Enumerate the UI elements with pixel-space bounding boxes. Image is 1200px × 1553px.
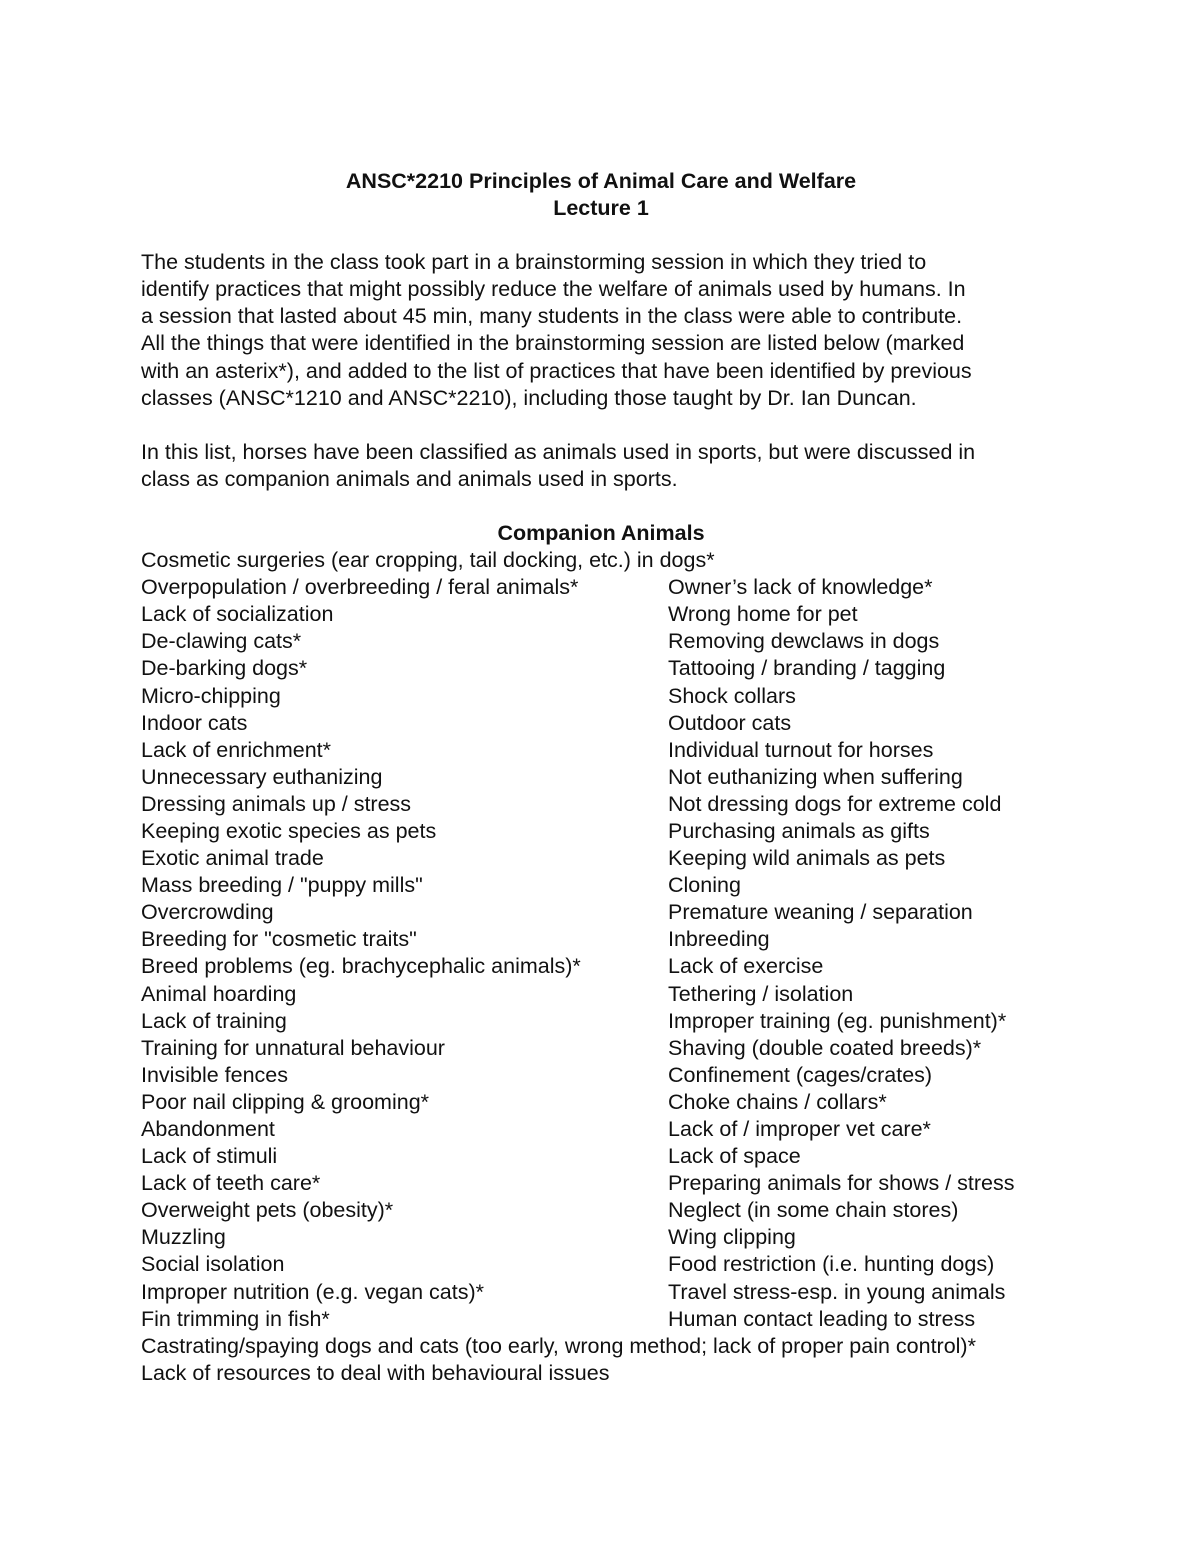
- practice-right: Purchasing animals as gifts: [668, 818, 930, 843]
- section-heading-companion-animals: Companion Animals: [497, 520, 705, 545]
- paragraph-line: classes (ANSC*1210 and ANSC*2210), including those taught by Dr. Ian Duncan.: [141, 385, 917, 410]
- practice-right: Neglect (in some chain stores): [668, 1198, 959, 1223]
- practice-left: Lack of teeth care*: [141, 1171, 321, 1196]
- practice-left: Breeding for "cosmetic traits": [141, 927, 417, 952]
- practice-row: [141, 1197, 1061, 1224]
- practice-right: Improper training (eg. punishment)*: [668, 1008, 1007, 1033]
- practice-left: Overpopulation / overbreeding / feral animals*: [141, 575, 579, 600]
- paragraph-line: identify practices that might possibly reduce the welfare of animals used by humans. In: [141, 277, 966, 302]
- practice-right: Shaving (double coated breeds)*: [668, 1035, 982, 1060]
- practice-left: Lack of stimuli: [141, 1144, 278, 1169]
- practice-left: Lack of enrichment*: [141, 737, 332, 762]
- practice-left: Breed problems (eg. brachycephalic animals)*: [141, 954, 581, 979]
- practice-row: [141, 1279, 1061, 1306]
- practice-left: Social isolation: [141, 1252, 285, 1277]
- practice-left: Muzzling: [141, 1225, 226, 1250]
- spacer: [141, 222, 1061, 249]
- practice-row: [141, 791, 1061, 818]
- practice-left: Indoor cats: [141, 710, 248, 735]
- list-item-full-width: Castrating/spaying dogs and cats (too early, wrong method; lack of proper pain control)*: [141, 1333, 976, 1358]
- paragraph-line: class as companion animals and animals used in sports.: [141, 466, 678, 491]
- practice-row: [141, 926, 1061, 953]
- practice-row: [141, 1170, 1061, 1197]
- practice-row: [141, 574, 1061, 601]
- practice-left: Lack of socialization: [141, 602, 334, 627]
- practice-row: [141, 981, 1061, 1008]
- practice-right: Tethering / isolation: [668, 981, 854, 1006]
- practice-row: [141, 710, 1061, 737]
- practice-row: [141, 1008, 1061, 1035]
- practice-row: [141, 601, 1061, 628]
- practice-right: Lack of / improper vet care*: [668, 1117, 931, 1141]
- practice-left: Mass breeding / "puppy mills": [141, 873, 423, 898]
- practice-right: Shock collars: [668, 683, 796, 708]
- paragraph-line: with an asterix*), and added to the list of practices that have been identified by previous: [141, 358, 972, 383]
- practice-row: [141, 1306, 1061, 1333]
- practice-left: De-barking dogs*: [141, 656, 308, 681]
- practice-list: [141, 574, 1061, 1333]
- practice-right: Wing clipping: [668, 1225, 796, 1250]
- practice-left: Fin trimming in fish*: [141, 1306, 330, 1331]
- practice-right: Owner’s lack of knowledge*: [668, 575, 933, 600]
- practice-row: [141, 655, 1061, 682]
- practice-left: Unnecessary euthanizing: [141, 764, 383, 789]
- practice-left: Animal hoarding: [141, 981, 297, 1006]
- list-item-full-width: Lack of resources to deal with behavioural issues: [141, 1360, 610, 1385]
- list-item-full-width: Cosmetic surgeries (ear cropping, tail docking, etc.) in dogs*: [141, 548, 715, 573]
- intro-paragraph: [141, 249, 1061, 412]
- practice-right: Keeping wild animals as pets: [668, 846, 946, 871]
- practice-row: [141, 899, 1061, 926]
- practice-left: Overweight pets (obesity)*: [141, 1198, 394, 1223]
- practice-row: [141, 737, 1061, 764]
- practice-right: Inbreeding: [668, 927, 770, 952]
- document-subtitle: Lecture 1: [553, 196, 649, 221]
- practice-right: Choke chains / collars*: [668, 1089, 887, 1114]
- document-title: ANSC*2210 Principles of Animal Care and Welfare: [345, 169, 857, 193]
- practice-left: Exotic animal trade: [141, 846, 324, 871]
- practice-left: Abandonment: [141, 1117, 275, 1141]
- practice-left: Dressing animals up / stress: [141, 791, 412, 816]
- practice-row: [141, 1143, 1061, 1170]
- practice-left: Micro-chipping: [141, 683, 281, 708]
- practice-right: Wrong home for pet: [668, 602, 858, 627]
- practice-left: Improper nutrition (e.g. vegan cats)*: [141, 1279, 484, 1304]
- practice-row: [141, 953, 1061, 980]
- practice-row: [141, 1251, 1061, 1278]
- practice-row: [141, 1035, 1061, 1062]
- paragraph-line: In this list, horses have been classified as animals used in sports, but were discussed in: [141, 439, 976, 464]
- practice-right: Not dressing dogs for extreme cold: [668, 791, 1002, 816]
- practice-row: [141, 683, 1061, 710]
- practice-row: [141, 1116, 1061, 1143]
- practice-row: [141, 628, 1061, 655]
- practice-row: [141, 1089, 1061, 1116]
- practice-left: Training for unnatural behaviour: [141, 1035, 445, 1060]
- practice-right: Tattooing / branding / tagging: [668, 656, 946, 681]
- practice-row: [141, 872, 1061, 899]
- practice-right: Human contact leading to stress: [668, 1306, 976, 1331]
- practice-right: Removing dewclaws in dogs: [668, 629, 940, 654]
- practice-left: Lack of training: [141, 1008, 287, 1033]
- practice-right: Confinement (cages/crates): [668, 1062, 933, 1087]
- paragraph-line: All the things that were identified in the brainstorming session are listed below (marked: [141, 331, 965, 356]
- practice-right: Preparing animals for shows / stress: [668, 1171, 1015, 1196]
- practice-right: Lack of space: [668, 1144, 801, 1169]
- classification-paragraph: [141, 439, 1061, 493]
- practice-right: Premature weaning / separation: [668, 900, 973, 925]
- spacer: [141, 493, 1061, 520]
- practice-row: [141, 818, 1061, 845]
- practice-right: Not euthanizing when suffering: [668, 764, 963, 789]
- practice-left: Poor nail clipping & grooming*: [141, 1089, 430, 1114]
- spacer: [141, 412, 1061, 439]
- practice-row: [141, 1224, 1061, 1251]
- paragraph-line: a session that lasted about 45 min, many students in the class were able to contribute.: [141, 304, 963, 329]
- practice-right: Lack of exercise: [668, 954, 824, 979]
- practice-left: Invisible fences: [141, 1062, 288, 1087]
- practice-row: [141, 764, 1061, 791]
- practice-right: Individual turnout for horses: [668, 737, 934, 762]
- practice-left: Keeping exotic species as pets: [141, 818, 437, 843]
- practice-left: Overcrowding: [141, 900, 274, 925]
- paragraph-line: The students in the class took part in a brainstorming session in which they tried to: [141, 250, 927, 275]
- practice-row: [141, 845, 1061, 872]
- practice-right: Cloning: [668, 873, 741, 898]
- practice-right: Food restriction (i.e. hunting dogs): [668, 1252, 995, 1277]
- practice-left: De-clawing cats*: [141, 629, 302, 654]
- practice-right: Travel stress-esp. in young animals: [668, 1279, 1006, 1304]
- document-page: [141, 168, 1061, 1387]
- practice-right: Outdoor cats: [668, 710, 792, 735]
- practice-row: [141, 1062, 1061, 1089]
